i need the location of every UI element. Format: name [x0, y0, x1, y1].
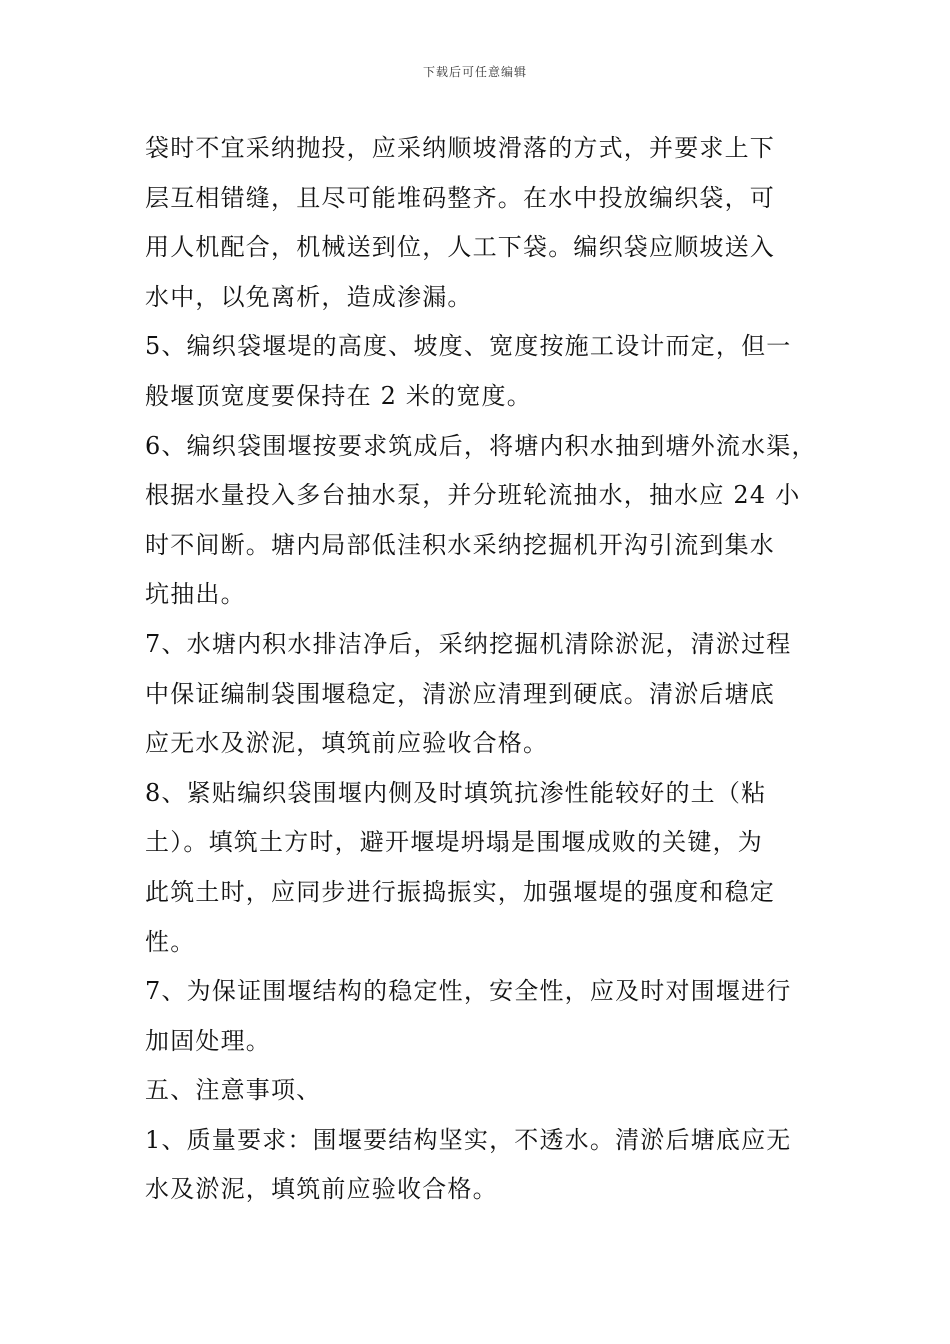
text-line: 坑抽出。: [145, 580, 246, 609]
document-body: [145, 124, 817, 1215]
text-line: 根据水量投入多台抽水泵，并分班轮流抽水，抽水应 24 小: [145, 481, 801, 510]
text-line: 7、水塘内积水排洁净后，采纳挖掘机清除淤泥，清淤过程: [145, 629, 792, 658]
text-line: 此筑土时，应同步进行振捣振实，加强堰堤的强度和稳定: [145, 877, 775, 906]
text-line: 8、紧贴编织袋围堰内侧及时填筑抗渗性能较好的土（粘: [145, 778, 767, 807]
text-line: 时不间断。塘内局部低洼积水采纳挖掘机开沟引流到集水: [145, 530, 775, 559]
text-line: 水中，以免离析，造成渗漏。: [145, 282, 473, 311]
text-line: 性。: [145, 927, 196, 956]
text-line: 水及淤泥，填筑前应验收合格。: [145, 1175, 498, 1204]
text-line: 加固处理。: [145, 1026, 271, 1055]
page-header: 下载后可任意编辑: [422, 65, 527, 79]
text-line: 6、编织袋围堰按要求筑成后，将塘内积水抽到塘外流水渠，: [145, 431, 817, 460]
text-line: 1、质量要求：围堰要结构坚实，不透水。清淤后塘底应无: [145, 1125, 792, 1154]
text-line: 般堰顶宽度要保持在 2 米的宽度。: [145, 381, 532, 410]
text-line: 用人机配合，机械送到位，人工下袋。编织袋应顺坡送入: [145, 233, 775, 262]
text-line: 7、为保证围堰结构的稳定性，安全性，应及时对围堰进行: [145, 977, 792, 1006]
text-line: 5、编织袋堰堤的高度、坡度、宽度按施工设计而定，但一: [145, 332, 792, 361]
text-line: 应无水及淤泥，填筑前应验收合格。: [145, 729, 549, 758]
section-heading: 五、注意事项、: [145, 1076, 322, 1105]
text-line: 中保证编制袋围堰稳定，清淤应清理到硬底。清淤后塘底: [145, 679, 775, 708]
text-line: 袋时不宜采纳抛投，应采纳顺坡滑落的方式，并要求上下: [145, 134, 775, 162]
text-line: 土）。填筑土方时，避开堰堤坍塌是围堰成败的关键，为: [145, 828, 763, 857]
text-line: 层互相错缝，且尽可能堆码整齐。在水中投放编织袋，可: [145, 183, 775, 212]
